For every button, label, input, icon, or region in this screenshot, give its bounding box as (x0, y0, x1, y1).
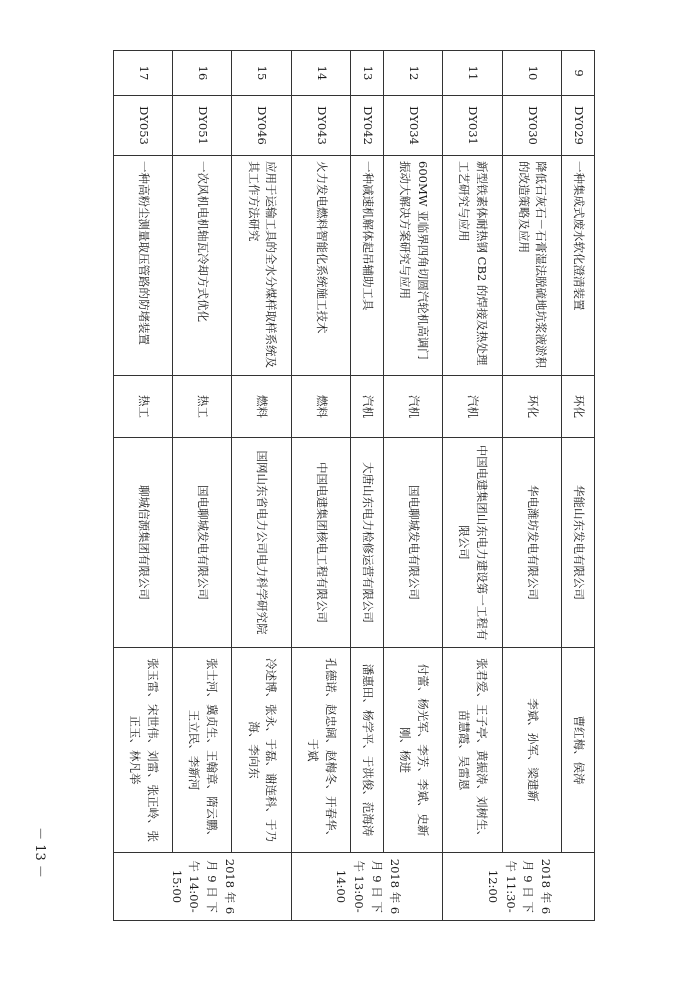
project-name: 降低石灰石－石膏湿法脱硫地坑浆液淤积的改造策略及应用 (502, 156, 561, 376)
project-code: DY034 (384, 96, 443, 156)
project-name: 一种减速机解体起吊辅助工具 (350, 156, 383, 376)
project-code: DY046 (232, 96, 291, 156)
table-row (173, 51, 232, 921)
major: 环化 (502, 376, 561, 438)
persons: 潘惠田、杨学平、于洪俊、范海涛 (350, 648, 383, 853)
page-number-text: － 13 － (31, 826, 47, 878)
project-name: 火力发电燃料智能化系统施工技术 (291, 156, 350, 376)
unit-name: 大唐山东电力检修运营有限公司 (350, 438, 383, 648)
persons: 曹红梅、侯涛 (561, 648, 594, 853)
time-slot: 2018 年 6 月 9 日 下午 11:30-12:00 (443, 853, 595, 921)
persons: 张君爱、王子亭、黄振涛、刘树生、苗慧霞、吴雷恩 (443, 648, 502, 853)
major: 燃料 (232, 376, 291, 438)
persons: 孔德诺、赵忠阔、赵梅冬、开春华、于斌 (291, 648, 350, 853)
unit-name: 华电潍坊发电有限公司 (502, 438, 561, 648)
project-code: DY029 (561, 96, 594, 156)
project-name: 一种集成式废水软化澄清装置 (561, 156, 594, 376)
award-schedule-table (113, 50, 595, 921)
project-name: 600MW 亚临界四角切圆汽轮机高调门振动大解决方案研究与应用 (384, 156, 443, 376)
row-number: 16 (173, 51, 232, 96)
unit-name: 中国电建集团山东电力建设第一工程有限公司 (443, 438, 502, 648)
project-name: 应用于运输工具的全水分煤样取样系统及其工作方法研究 (232, 156, 291, 376)
table-row (502, 51, 561, 921)
major: 汽机 (384, 376, 443, 438)
major: 热工 (173, 376, 232, 438)
unit-name: 聊城信源集团有限公司 (114, 438, 173, 648)
unit-name: 国电聊城发电有限公司 (173, 438, 232, 648)
table-row (114, 51, 173, 921)
page-number (26, 812, 56, 892)
project-name: 新型铁素体耐热钢 CB2 的焊接及热处理工艺研究与应用 (443, 156, 502, 376)
major: 汽机 (443, 376, 502, 438)
row-number: 9 (561, 51, 594, 96)
row-number: 17 (114, 51, 173, 96)
project-code: DY043 (291, 96, 350, 156)
project-code: DY031 (443, 96, 502, 156)
unit-name: 中国电建集团核电工程有限公司 (291, 438, 350, 648)
project-name: 一次风机电机轴瓦冷却方式优化 (173, 156, 232, 376)
time-slot: 2018 年 6 月 9 日 下午 13:00-14:00 (291, 853, 443, 921)
row-number: 12 (384, 51, 443, 96)
row-number: 14 (291, 51, 350, 96)
major: 热工 (114, 376, 173, 438)
row-number: 10 (502, 51, 561, 96)
row-number: 11 (443, 51, 502, 96)
row-number: 13 (350, 51, 383, 96)
major: 燃料 (291, 376, 350, 438)
unit-name: 国网山东省电力公司电力科学研究院 (232, 438, 291, 648)
persons: 张玉雷、宋世伟、刘雷、张正岭、张正玉、林凡举 (114, 648, 173, 853)
project-code: DY051 (173, 96, 232, 156)
table-row (232, 51, 291, 921)
table-row (443, 51, 502, 921)
table-row (561, 51, 594, 921)
table-row (384, 51, 443, 921)
unit-name: 国电聊城发电有限公司 (384, 438, 443, 648)
persons: 李斌、孙军、梁建新 (502, 648, 561, 853)
persons: 张士河、冀贞生、王翰章、隋云鹏、王立民、李新河 (173, 648, 232, 853)
table-row (350, 51, 383, 921)
time-slot: 2018 年 6 月 9 日 下午 14:00-15:00 (114, 853, 292, 921)
major: 环化 (561, 376, 594, 438)
unit-name: 华能山东发电有限公司 (561, 438, 594, 648)
table-row (291, 51, 350, 921)
persons: 付蕾、杨光军、李芳、李斌、史新刚、杨进 (384, 648, 443, 853)
persons: 冷述博、张永、于磊、谢连科、于乃海、李向东 (232, 648, 291, 853)
project-code: DY042 (350, 96, 383, 156)
project-name: 一种高粉尘测量取压管路的防堵装置 (114, 156, 173, 376)
major: 汽机 (350, 376, 383, 438)
project-code: DY030 (502, 96, 561, 156)
row-number: 15 (232, 51, 291, 96)
project-code: DY053 (114, 96, 173, 156)
